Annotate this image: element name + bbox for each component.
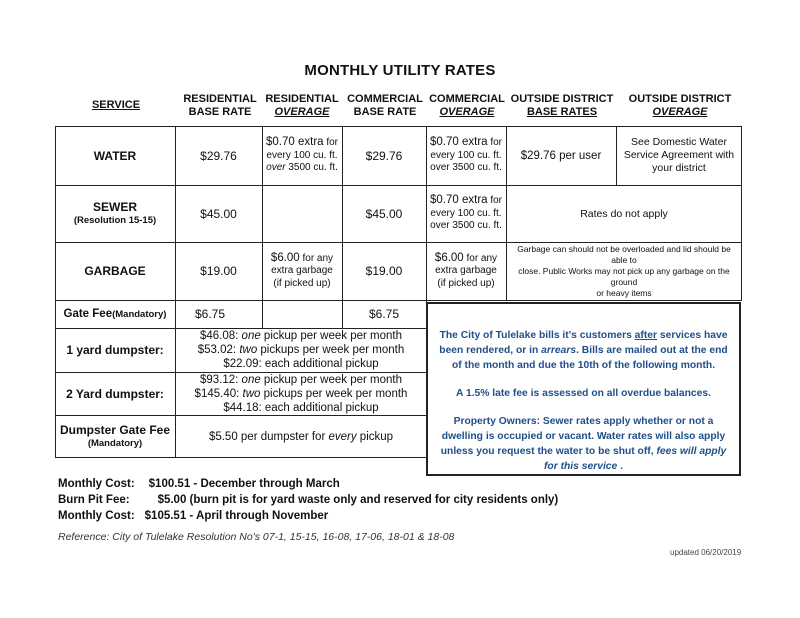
service-2-yard-dumpster — [55, 372, 175, 415]
rate-amount: $53.02: — [197, 344, 240, 356]
overage-word: for any — [299, 252, 334, 264]
note-line: or heavy items — [596, 287, 652, 298]
rate-count: two — [242, 387, 261, 400]
header-line: BASE RATE — [353, 106, 417, 118]
header-outside-overage — [618, 93, 742, 119]
monthly-cost-summer — [58, 510, 328, 522]
overage-line: your district — [652, 162, 706, 174]
header-line: BASE RATE — [188, 106, 252, 118]
rate-count: two — [239, 344, 258, 356]
notice-text: services have been rendered, or in — [439, 330, 728, 356]
gate-fee-residential-base: $6.75 — [195, 307, 226, 321]
overage-word: for — [323, 137, 338, 149]
service-sublabel: (Mandatory) — [87, 437, 143, 449]
rate-amount: $145.40: — [194, 387, 243, 400]
header-service: SERVICE — [91, 99, 141, 111]
notice-text: The City of Tulelake bills it's customers — [439, 330, 635, 341]
garbage-note — [509, 244, 739, 299]
rate-line: $44.18: each additional pickup — [223, 401, 379, 414]
overage-word: over — [266, 162, 286, 174]
billing-notice — [426, 302, 741, 476]
overage-line: over 3500 cu. ft. — [430, 162, 502, 174]
water-residential-base: $29.76 — [200, 148, 237, 163]
notice-text: . — [617, 461, 623, 472]
sewer-outside: Rates do not apply — [580, 207, 668, 220]
notice-text: after — [634, 330, 657, 341]
service-label: GARBAGE — [84, 264, 146, 278]
rate-desc: pickup per week per month — [260, 330, 403, 342]
rate-amount: $46.08: — [199, 330, 242, 342]
overage-line: Service Agreement with — [623, 149, 735, 161]
overage-line: every 100 cu. ft. — [430, 207, 502, 219]
garbage-outside — [506, 242, 742, 300]
overage-line: (if picked up) — [273, 277, 331, 289]
notice-text: . Bills are mailed out at the end of the month and due the 10th of the following month. — [451, 345, 728, 371]
header-line: COMMERCIAL — [429, 93, 505, 105]
garbage-commercial-overage — [426, 242, 506, 300]
header-line: BASE RATES — [526, 106, 598, 118]
notice-text: Property Owners: Sewer rates apply whether or not a dwelling is occupied or vacant. Water rates will also apply unless you request the water to be shut off, — [440, 416, 726, 457]
rate-desc: $5.50 per dumpster for — [208, 430, 329, 443]
burn-pit-fee — [58, 494, 558, 506]
service-sublabel: (Mandatory) — [112, 308, 167, 320]
service-label: Gate Fee — [63, 308, 113, 320]
header-residential-base — [176, 93, 264, 119]
rate-desc: pickup — [356, 430, 394, 443]
gate-fee-commercial-base: $6.75 — [368, 307, 400, 321]
overage-line: over 3500 cu. ft. — [430, 220, 502, 232]
overage-word: for — [487, 195, 502, 207]
dumpster-gate-fee-rate — [175, 415, 427, 458]
page-title: MONTHLY UTILITY RATES — [304, 62, 496, 79]
header-commercial-overage — [426, 93, 508, 119]
footer-label: Burn Pit Fee: — [58, 494, 130, 506]
rate-line — [198, 343, 405, 357]
header-line: OVERAGE — [652, 106, 708, 118]
notice-text: arrears — [541, 345, 577, 356]
service-dumpster-gate-fee — [55, 415, 175, 458]
overage-line: (if picked up) — [437, 277, 495, 289]
water-commercial-overage — [426, 126, 506, 185]
header-line: OUTSIDE DISTRICT — [510, 93, 614, 105]
service-1-yard-dumpster — [55, 328, 175, 372]
service-label: WATER — [93, 148, 137, 163]
rate-line — [209, 431, 393, 443]
notice-paragraph: A 1.5% late fee is assessed on all overdue balances. — [456, 388, 711, 399]
overage-line: 3500 cu. ft. — [285, 162, 338, 174]
notice-paragraph — [436, 414, 731, 474]
service-label: 1 yard dumpster: — [66, 343, 164, 357]
overage-amount: $6.00 — [434, 251, 464, 264]
rate-line — [195, 387, 408, 401]
service-sewer — [55, 185, 175, 242]
overage-word: for any — [463, 252, 498, 264]
rate-count: one — [241, 373, 261, 386]
service-water — [55, 126, 175, 185]
footer-value: $5.00 (burn pit is for yard waste only and reserved for city residents only) — [157, 494, 559, 506]
monthly-cost-winter — [58, 478, 340, 490]
water-outside-overage — [616, 126, 742, 185]
overage-line: every 100 cu. ft. — [430, 149, 502, 161]
overage-word: for — [487, 137, 502, 149]
header-line: OVERAGE — [439, 106, 495, 118]
sewer-commercial-overage — [426, 185, 506, 242]
note-line: close. Public Works may not pick up any garbage on the ground — [518, 265, 730, 287]
header-line: COMMERCIAL — [347, 93, 423, 105]
rate-amount: $93.12: — [199, 373, 242, 386]
header-commercial-base — [344, 93, 426, 119]
col-divider — [262, 300, 263, 328]
overage-line: extra garbage — [271, 265, 333, 277]
garbage-commercial-base: $19.00 — [365, 264, 403, 278]
footer-value: $105.51 - April through November — [144, 510, 329, 522]
service-label: Dumpster Gate Fee — [59, 422, 171, 437]
rate-count: every — [328, 430, 357, 443]
rate-desc: pickups per week per month — [260, 387, 408, 400]
overage-line: extra garbage — [435, 265, 497, 277]
service-sublabel: (Resolution 15-15) — [73, 214, 157, 226]
overage-line: See Domestic Water — [631, 136, 727, 148]
overage-amount: $0.70 extra — [430, 136, 488, 149]
header-line: RESIDENTIAL — [265, 93, 339, 105]
sewer-commercial-base: $45.00 — [365, 206, 403, 221]
water-residential-overage — [262, 126, 342, 185]
rate-line — [200, 329, 402, 343]
dumpster-1-yard-rates — [175, 328, 427, 372]
overage-amount: $0.70 extra — [430, 194, 488, 207]
header-line: OUTSIDE DISTRICT — [628, 93, 732, 105]
water-commercial-base: $29.76 — [365, 148, 403, 163]
service-garbage — [55, 242, 175, 300]
sewer-residential-base: $45.00 — [200, 206, 237, 221]
garbage-residential-base: $19.00 — [200, 264, 237, 278]
overage-text — [271, 252, 333, 291]
header-outside-base — [506, 93, 618, 119]
footer-label: Monthly Cost: — [58, 478, 135, 490]
overage-text — [430, 136, 502, 175]
overage-text — [430, 194, 502, 233]
rate-count: one — [241, 330, 261, 342]
overage-text — [266, 136, 338, 175]
dumpster-2-yard-rates — [175, 372, 427, 415]
rate-line — [200, 373, 402, 387]
rate-desc: pickups per week per month — [257, 344, 405, 356]
footer-label: Monthly Cost: — [58, 510, 135, 522]
note-line: Garbage can should not be overloaded and lid should be able to — [517, 243, 731, 265]
overage-amount: $0.70 extra — [266, 136, 324, 149]
overage-text — [435, 252, 497, 291]
overage-line: every 100 cu. ft. — [266, 149, 338, 161]
reference-note: Reference: City of Tulelake Resolution No's 07-1, 15-15, 16-08, 17-06, 18-01 & 18-08 — [58, 531, 455, 543]
header-residential-overage — [262, 93, 342, 119]
rate-line: $22.09: each additional pickup — [223, 358, 379, 370]
garbage-residential-overage — [262, 242, 342, 300]
updated-date: updated 06/20/2019 — [670, 548, 742, 557]
water-outside-base: $29.76 per user — [520, 149, 602, 162]
notice-text: fees will apply for this service — [544, 446, 727, 472]
overage-text — [624, 136, 734, 175]
header-line: OVERAGE — [274, 106, 330, 118]
service-label: 2 Yard dumpster: — [66, 386, 164, 401]
overage-amount: $6.00 — [270, 251, 300, 264]
rate-desc: pickup per week per month — [260, 373, 403, 386]
notice-paragraph — [436, 328, 731, 373]
footer-value: $100.51 - December through March — [148, 478, 340, 490]
header-line: RESIDENTIAL — [183, 93, 257, 105]
service-gate-fee — [55, 300, 175, 328]
service-label: SEWER — [92, 199, 137, 214]
